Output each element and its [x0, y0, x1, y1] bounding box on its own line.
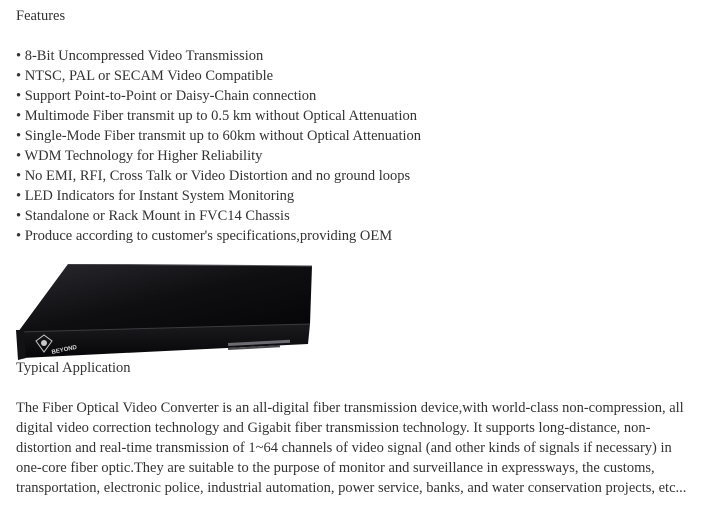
application-heading: Typical Application [16, 360, 131, 376]
fiber-video-converter-illustration [16, 264, 316, 360]
feature-item: • Single-Mode Fiber transmit up to 60km without Optical Attenuation [16, 128, 421, 144]
feature-item: • Standalone or Rack Mount in FVC14 Chassis [16, 208, 290, 224]
feature-item: • NTSC, PAL or SECAM Video Compatible [16, 68, 274, 84]
page-content [16, 6, 706, 498]
feature-item: • WDM Technology for Higher Reliability [16, 148, 263, 164]
features-list [16, 46, 706, 246]
brand-logo: BEYOND [51, 344, 78, 356]
feature-item: • LED Indicators for Instant System Monitoring [16, 188, 295, 204]
features-heading: Features [16, 8, 66, 24]
feature-item: • Support Point-to-Point or Daisy-Chain connection [16, 88, 317, 104]
application-description: The Fiber Optical Video Converter is an all-digital fiber transmission device,with world-class non-compression, all digital video correction technology and Gigabit fiber transmission technology. It supports long-distance, non-distortion and real-time transmission of 1~64 channels of video signal (and other kinds of signals if necessary) in one-core fiber optic.They are suitable to the purpose of monitor and surveillance in expressways, the customs, transportation, electronic police, industrial automation, power service, banks, and water conservation projects, etc... [16, 400, 687, 496]
feature-item: • No EMI, RFI, Cross Talk or Video Distortion and no ground loops [16, 168, 411, 184]
feature-item: • Multimode Fiber transmit up to 0.5 km without Optical Attenuation [16, 108, 417, 124]
product-image [16, 264, 316, 360]
chassis-top [18, 264, 312, 332]
feature-item: • 8-Bit Uncompressed Video Transmission [16, 48, 264, 64]
feature-item: • Produce according to customer's specifications,providing OEM [16, 228, 393, 244]
